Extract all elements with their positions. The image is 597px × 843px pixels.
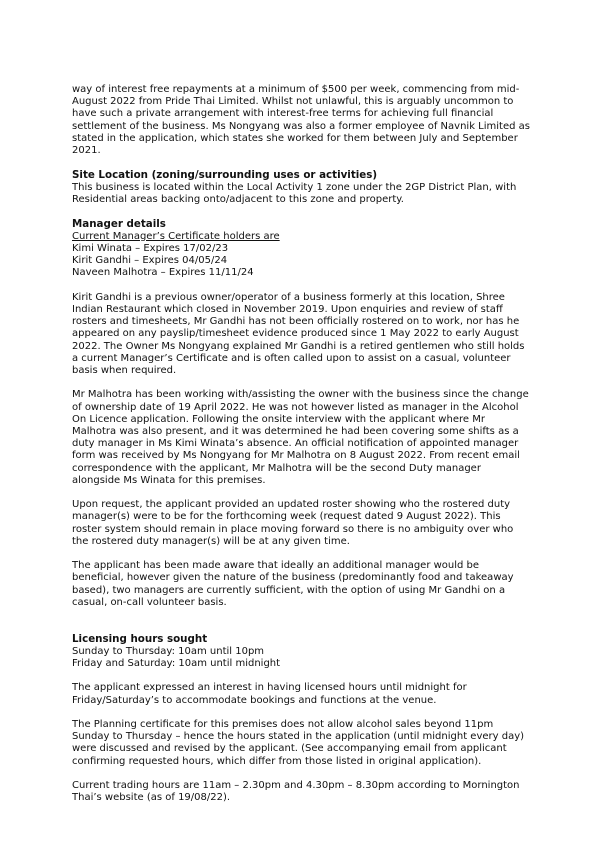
manager-holder-item: Naveen Malhotra – Expires 11/11/24 — [72, 267, 254, 279]
intro-paragraph: way of interest free repayments at a minimum of $500 per week, commencing from mid-August 2022 from Pride Thai Limited. Whilst not unlawful, this is arguably uncommon to have such a private arrangement with interest-free terms for achieving full financial settlement of the business. Ms Nongyang was also a former employee of Navnik Limited as stated in the application, which states she worked for them between July and September 2021. — [72, 84, 530, 157]
manager-holder-item: Kimi Winata – Expires 17/02/23 — [72, 243, 229, 255]
document-page — [72, 84, 532, 804]
licensing-hours-heading: Licensing hours sought — [72, 633, 208, 646]
manager-paragraph-gandhi: Kirit Gandhi is a previous owner/operator of a business formerly at this location, Shree Indian Restaurant which closed in November 2019. Upon enquiries and review of staff rosters and timesheets, Mr Gandhi has not been officially rostered on to work, nor has he appeared on any payslip/timesheet evidence produced since 1 May 2022 to early August 2022. The Owner Ms Nongyang explained Mr Gandhi is a retired gentlemen who still holds a current Manager’s Certificate and is often called upon to assist on a casual, volunteer basis when required. — [72, 291, 525, 377]
licensing-hours-item: Sunday to Thursday: 10am until 10pm — [72, 645, 265, 657]
site-location-body: This business is located within the Local Activity 1 zone under the 2GP District Plan, with Residential areas backing onto/adjacent to this zone and property. — [72, 181, 517, 206]
manager-details-heading: Manager details — [72, 218, 166, 231]
manager-holder-item: Kirit Gandhi – Expires 04/05/24 — [72, 255, 228, 267]
manager-paragraph-malhotra: Mr Malhotra has been working with/assisting the owner with the business since the change of ownership date of 19 April 2022. He was not however listed as manager in the Alcohol On Licence application. Following the onsite interview with the applicant where Mr Malhotra was also present, and it was determined he had been covering some shifts as a duty manager in Ms Kimi Winata’s absence. An official notification of appointed manager form was received by Ms Nongyang for Mr Malhotra on 8 August 2022. From recent email correspondence with the applicant, Mr Malhotra will be the second Duty manager alongside Ms Winata for this premises. — [72, 389, 529, 486]
licensing-paragraph-planning: The Planning certificate for this premises does not allow alcohol sales beyond 11pm Sunday to Thursday – hence the hours stated in the application (until midnight every day) were discussed and revised by the applicant. (See accompanying email from applicant confirming requested hours, which differ from those listed in original application). — [72, 719, 525, 767]
manager-certificate-subheading: Current Manager’s Certificate holders are — [72, 230, 280, 242]
manager-paragraph-sufficiency: The applicant has been made aware that ideally an additional manager would be beneficial, however given the nature of the business (predominantly food and takeaway based), two managers are currently sufficient, with the option of using Mr Gandhi on a casual, on-call volunteer basis. — [72, 560, 514, 608]
licensing-paragraph-midnight: The applicant expressed an interest in having licensed hours until midnight for Friday/Saturday’s to accommodate bookings and functions at the venue. — [72, 682, 467, 706]
site-location-heading: Site Location (zoning/surrounding uses or activities) — [72, 169, 378, 182]
manager-paragraph-roster: Upon request, the applicant provided an updated roster showing who the rostered duty manager(s) were to be for the forthcoming week (request dated 9 August 2022). This roster system should remain in place moving forward so there is no ambiguity over who the rostered duty manager(s) will be at any given time. — [72, 499, 514, 547]
licensing-paragraph-trading: Current trading hours are 11am – 2.30pm and 4.30pm – 8.30pm according to Mornington Thai’s website (as of 19/08/22). — [72, 780, 520, 804]
licensing-hours-item: Friday and Saturday: 10am until midnight — [72, 658, 281, 670]
